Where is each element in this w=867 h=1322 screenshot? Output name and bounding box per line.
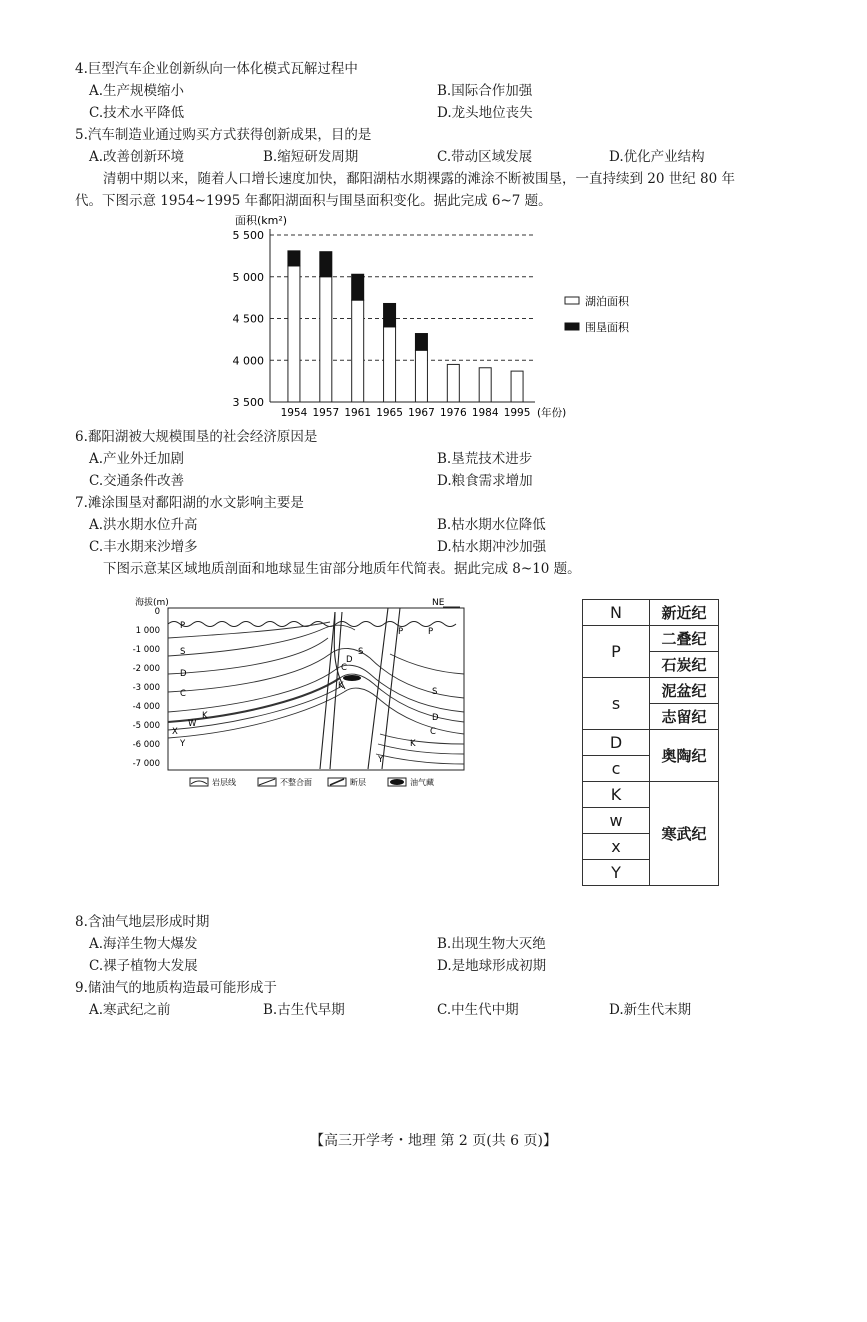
q9-option-d[interactable]: D.新生代末期 (609, 1002, 692, 1018)
chart-xtick-label: 1961 (344, 407, 372, 419)
passage1-line2: 代。下图示意 1954~1995 年鄱阳湖面积与围垦面积变化。据此完成 6~7 题。 (75, 193, 552, 209)
geo-table-period: 石炭纪 (650, 652, 719, 678)
lake-area-bar (511, 371, 523, 402)
lake-area-bar (288, 266, 300, 402)
geo-table-period: 泥盆纪 (650, 678, 719, 704)
geo-direction: NE (432, 598, 445, 608)
q7-option-c[interactable]: C.丰水期来沙增多 (89, 539, 198, 555)
svg-text:Y: Y (378, 755, 384, 765)
geo-table-period: 新近纪 (650, 600, 719, 626)
chart-xtick-label: 1957 (312, 407, 340, 419)
chart-ytick-label: 5 000 (232, 270, 264, 284)
geo-table-sym: Y (583, 860, 650, 886)
svg-text:-1 000: -1 000 (132, 645, 160, 655)
legend-reclaim-label: 围垦面积 (585, 321, 629, 334)
q4-option-d[interactable]: D.龙头地位丧失 (437, 105, 533, 121)
q7-stem: 7.滩涂围垦对鄱阳湖的水文影响主要是 (75, 495, 304, 511)
geo-table-sym: D (583, 730, 650, 756)
svg-text:P: P (428, 627, 434, 637)
q8-stem: 8.含油气地层形成时期 (75, 914, 210, 930)
lake-area-bar (320, 277, 332, 402)
q7-option-a[interactable]: A.洪水期水位升高 (89, 517, 198, 533)
svg-text:-7 000: -7 000 (132, 759, 160, 769)
q5-option-d[interactable]: D.优化产业结构 (609, 149, 705, 165)
passage1-line1: 清朝中期以来，随着人口增长速度加快，鄱阳湖枯水期裸露的滩涂不断被围垦，一直持续到 20 世纪 80 年 (103, 171, 736, 187)
reclaim-area-bar (320, 252, 332, 277)
geo-legend (190, 777, 434, 787)
svg-text:C: C (430, 727, 436, 737)
chart-ylabel: 面积(km²) (235, 214, 288, 227)
q4-option-b[interactable]: B.国际合作加强 (437, 83, 533, 99)
chart-ytick-label: 5 500 (232, 229, 264, 242)
geo-table-sym: N (583, 600, 650, 626)
q7-option-d[interactable]: D.枯水期冲沙加强 (437, 539, 547, 555)
svg-text:K: K (338, 681, 344, 691)
svg-text:K: K (202, 711, 208, 721)
geologic-section-figure (130, 594, 475, 794)
q9-option-a[interactable]: A.寒武纪之前 (89, 1002, 171, 1018)
q6-stem: 6.鄱阳湖被大规模围垦的社会经济原因是 (75, 429, 318, 445)
svg-text:Y: Y (180, 739, 186, 749)
geo-yticks (133, 607, 160, 769)
unconformity-surface (168, 622, 456, 627)
lake-area-bar (384, 327, 396, 402)
q4-option-a[interactable]: A.生产规模缩小 (89, 83, 185, 99)
svg-text:D: D (346, 655, 353, 665)
geo-table-period: 志留纪 (650, 704, 719, 730)
q8-option-c[interactable]: C.裸子植物大发展 (89, 958, 198, 974)
geo-table-period: 二叠纪 (650, 626, 719, 652)
reclaim-area-bar (384, 303, 396, 326)
passage2-line1: 下图示意某区域地质剖面和地球显生宙部分地质年代简表。据此完成 8~10 题。 (103, 561, 581, 577)
q5-option-a[interactable]: A.改善创新环境 (89, 149, 185, 165)
q5-stem: 5.汽车制造业通过购买方式获得创新成果，目的是 (75, 127, 372, 143)
svg-text:D: D (432, 713, 439, 723)
chart-xtick-label: 1965 (376, 407, 403, 419)
q5-option-b[interactable]: B.缩短研发周期 (263, 149, 359, 165)
lake-area-bar (352, 300, 364, 402)
geologic-time-table (582, 599, 719, 886)
svg-text:D: D (180, 669, 187, 679)
geo-table-period: 寒武纪 (650, 782, 719, 886)
svg-text:-4 000: -4 000 (132, 702, 160, 712)
svg-text:不整合面: 不整合面 (280, 778, 312, 787)
svg-text:岩层线: 岩层线 (212, 778, 236, 787)
chart-ytick-label: 4 000 (232, 354, 264, 368)
page-footer: 【高三开学考・地理 第 2 页(共 6 页)】 (310, 1133, 557, 1149)
q7-option-b[interactable]: B.枯水期水位降低 (437, 517, 546, 533)
q9-stem: 9.储油气的地质构造最可能形成于 (75, 980, 277, 996)
svg-text:X: X (172, 727, 178, 737)
q9-option-b[interactable]: B.古生代早期 (263, 1002, 345, 1018)
svg-text:W: W (188, 719, 197, 729)
legend-reclaim-swatch (565, 323, 579, 330)
chart-xtick-label: 1967 (408, 407, 435, 419)
q6-option-c[interactable]: C.交通条件改善 (89, 473, 185, 489)
q8-option-d[interactable]: D.是地球形成初期 (437, 958, 547, 974)
geo-table-sym: s (583, 678, 650, 730)
q6-option-d[interactable]: D.粮食需求增加 (437, 473, 533, 489)
svg-text:P: P (180, 621, 186, 631)
q5-option-c[interactable]: C.带动区域发展 (437, 149, 533, 165)
svg-text:-6 000: -6 000 (132, 740, 160, 750)
geo-ylabel: 海拔(m) (135, 598, 169, 608)
geo-table-sym: P (583, 626, 650, 678)
svg-text:-3 000: -3 000 (132, 683, 160, 693)
geo-table-sym: c (583, 756, 650, 782)
geo-table-period: 奥陶纪 (650, 730, 719, 782)
svg-text:断层: 断层 (350, 778, 366, 787)
svg-text:-2 000: -2 000 (132, 664, 160, 674)
svg-text:0: 0 (154, 607, 160, 617)
chart-xtick-label: 1984 (471, 407, 499, 419)
chart-xlabel: (年份) (537, 407, 567, 419)
q9-option-c[interactable]: C.中生代中期 (437, 1002, 519, 1018)
q8-option-a[interactable]: A.海洋生物大爆发 (89, 936, 198, 952)
geo-table-sym: x (583, 834, 650, 860)
svg-text:C: C (341, 663, 347, 673)
reclaim-area-bar (415, 334, 427, 351)
q4-option-c[interactable]: C.技术水平降低 (89, 105, 185, 121)
strata-lines (168, 622, 464, 764)
svg-text:K: K (410, 739, 416, 749)
svg-text:S: S (432, 687, 438, 697)
geo-table-sym: K (583, 782, 650, 808)
lake-area-bar (447, 364, 459, 402)
lake-area-chart (225, 210, 655, 422)
geo-table-sym: w (583, 808, 650, 834)
chart-ytick-label: 3 500 (232, 396, 264, 409)
q6-option-a[interactable]: A.产业外迁加剧 (89, 451, 185, 467)
svg-text:P: P (398, 627, 404, 637)
svg-text:1 000: 1 000 (135, 626, 160, 636)
svg-text:-5 000: -5 000 (132, 721, 160, 731)
q6-option-b[interactable]: B.垦荒技术进步 (437, 451, 533, 467)
lake-area-bar (479, 368, 491, 402)
chart-ytick-label: 4 500 (232, 312, 264, 326)
svg-text:油气藏: 油气藏 (410, 778, 434, 787)
q4-stem: 4.巨型汽车企业创新纵向一体化模式瓦解过程中 (75, 61, 358, 77)
legend-lake-swatch (565, 297, 579, 304)
reclaim-area-bar (288, 251, 300, 266)
reclaim-area-bar (352, 274, 364, 300)
oil-gas-reservoir (343, 675, 361, 681)
svg-text:C: C (180, 689, 186, 699)
svg-text:S: S (358, 647, 364, 657)
chart-xtick-label: 1954 (280, 407, 308, 419)
chart-xtick-label: 1976 (439, 407, 467, 419)
layer-labels (172, 621, 439, 765)
lake-area-bar (415, 350, 427, 402)
svg-text:S: S (180, 647, 186, 657)
q8-option-b[interactable]: B.出现生物大灭绝 (437, 936, 546, 952)
chart-xtick-label: 1995 (503, 407, 531, 419)
legend-lake-label: 湖泊面积 (585, 295, 629, 308)
